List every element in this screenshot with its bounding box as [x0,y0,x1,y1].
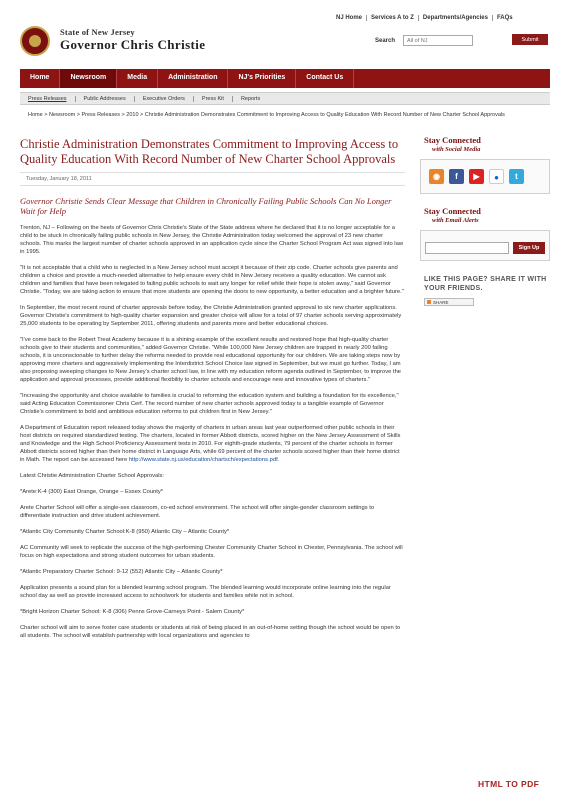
sub-nav [20,92,550,105]
article-subhead: Governor Christie Sends Clear Message that Children in Chronically Failing Public Schools Can No Longer Wait for Help [20,196,392,216]
share-heading: LIKE THIS PAGE? SHARE IT WITH YOUR FRIENDS. [424,276,547,292]
share-icon [427,300,431,304]
paragraph: Latest Christie Administration Charter School Approvals: [20,473,165,479]
governor-name[interactable]: Governor Chris Christie [60,37,206,52]
breadcrumb[interactable]: Home > Newsroom > Press Releases > 2010 > Christie Administration Demonstrates Commitment to Improving Access to Quality Education With Record Number of New Charter School Approvals [28,112,505,118]
facebook-icon[interactable]: f [449,169,464,184]
subnav-press-kit[interactable]: Press Kit [194,96,233,102]
util-link-faqs[interactable]: FAQs [492,15,517,21]
util-link-nj-home[interactable]: NJ Home [336,15,363,21]
paragraph-text: A Department of Education report released today shows the majority of charters in urban areas last year outperformed other public schools in their host districts on required standardized testing. The charters, located in former Abbott districts, scored higher on the New Jersey Assessment of Skills and Knowledge and the High School Proficiency Assessment tests in 2010. For eighth-grade students, 79 percent of the charter schools in former Abbott districts scored higher than their home district in Language Arts, while 69 percent of the charter schools scored higher than their home district in Math. The report can be accessed here [20,425,401,463]
article-date [20,172,405,186]
paragraph: AC Community will seek to replicate the success of the high-performing Chester Community Charter School in Chester, Pennsylvania. The school will focus on high expectations and strong student outcomes for urban students. [20,545,403,559]
stay-connected-social-title: Stay Connected [424,135,481,145]
subnav-executive-orders[interactable]: Executive Orders [135,96,194,102]
sidebar [420,135,550,306]
sign-up-button[interactable]: Sign Up [513,242,545,254]
email-box [420,230,550,261]
nj-seal-icon[interactable] [20,26,50,56]
search-submit-button[interactable]: Submit [512,34,548,45]
nav-priorities[interactable]: NJ's Priorities [228,69,296,88]
util-link-services[interactable]: Services A to Z [366,15,418,21]
share-button[interactable] [424,298,474,306]
subnav-reports[interactable]: Reports [240,95,261,102]
subnav-press-releases[interactable]: Press Releases [20,96,76,102]
paragraph: *Atlantic City Community Charter School:K-8 (950) Atlantic City – Atlantic County* [20,529,230,535]
date-text: Tuesday, January 18, 2011 [26,176,92,182]
paragraph-with-link [20,424,405,464]
paragraph: *Atlantic Preparatory Charter School: 9-12 (552) Atlantic City – Atlantic County* [20,569,223,575]
article-title: Christie Administration Demonstrates Commitment to Improving Access to Quality Education With Record Number of New Charter School Approvals [20,137,399,166]
report-link[interactable]: http://www.state.nj.us/education/chartsch/expectations.pdf. [128,457,280,463]
site-header [20,24,550,66]
paragraph: "I've come back to the Robert Treat Academy because it is a shining example of the excellent results and restored hope that high-quality charter schools give to their students and communities," added Governor Christie. "While 100,000 New Jersey children are trapped in nearly 200 failing schools, it is unconscionable to further delay the reforms needed to provide real educational opportunity for our children. We are taking steps now by approving more charters and aggressively implementing the Interdistrict School Choice law signed in September, but we must go further. Today, I am also proposing sweeping changes to New Jersey's charter school law, in line with my education reform agenda outlined in September, to improve the application and approval processes, provide additional flexibility to charter schools and encourage new and innovative types of charters." [20,337,402,383]
search-label: Search [375,38,396,44]
nav-administration[interactable]: Administration [158,69,228,88]
paragraph: In September, the most recent round of charter approvals before today, the Christie Administration granted approval to six new charter applications. Governor Christie's commitment to high-quality charter expansion and greater choice will allow for a total of 97 charter schools serving approximately 25,000 students to be operating by September 2011, offering students and parents more and better educational choices. [20,305,402,327]
social-icons [425,166,545,187]
stay-connected-email-title: Stay Connected [424,206,481,216]
paragraph: Trenton, NJ – Following on the heels of Governor Chris Christie's State of the State address where he declared that it is no longer acceptable for a child to be stuck in chronically failing public schools in New Jersey, the Christie Administration today welcomed the approval of 23 new charter schools. This marks the largest number of charter schools approved in an application cycle since the Charter School Program Act was signed into law in 1995. [20,225,403,255]
subnav-public-addresses[interactable]: Public Addresses [76,96,135,102]
util-link-departments[interactable]: Departments/Agencies [418,15,492,21]
stay-connected-email-sub: with Email Alerts [432,217,479,224]
utility-nav [332,15,517,21]
paragraph: Application presents a sound plan for a blended learning school program. The blended learning would incorporate online learning into the regular school day as well as provide increased access to schoolwork for students and families while not in school. [20,585,391,599]
search-input[interactable] [403,35,473,46]
email-row [425,242,545,254]
youtube-icon[interactable]: ▶ [469,169,484,184]
main-nav [20,69,550,88]
twitter-icon[interactable]: t [509,169,524,184]
nav-media[interactable]: Media [117,69,158,88]
paragraph: "It is not acceptable that a child who is neglected in a New Jersey school must accept it because of their zip code. Charter schools give parents and children a choice and provide a much-needed alternative to help ensure every child in New Jersey receives a quality education. We cannot ask children and families that have been relegated to failing public schools to wait any longer for relief while their hope is stolen away," said Governor Christie. "Today, we are taking action to ensure that more students are opening the doors to new opportunity, a better education and a brighter future." [20,265,404,295]
share-label: SHARE [433,299,449,305]
nav-home[interactable]: Home [20,69,60,88]
nav-newsroom[interactable]: Newsroom [60,69,117,88]
social-box [420,159,550,194]
paragraph: *Bright Horizon Charter School: K-8 (306) Penns Grove-Carneys Point - Salem County* [20,609,245,615]
nav-contact[interactable]: Contact Us [296,69,354,88]
rss-icon[interactable]: ◉ [429,169,444,184]
email-field[interactable] [425,242,509,254]
paragraph: "Increasing the opportunity and choice available to families is crucial to reforming the education system and building a foundation for its excellence," said Acting Education Commissioner Chris Cerf. The record number of new charter schools approved today is a tangible example of Governor Christie's commitment to bold and ambitious education reforms to put children first in New Jersey." [20,393,399,415]
html-to-pdf-badge: HTML TO PDF [478,779,540,789]
paragraph: *Arete:K-4 (300) East Orange, Orange – Essex County* [20,489,164,495]
paragraph: Charter school will aim to serve foster care students or students at risk of being placed in an out-of-home setting though the school would be open to all students. The school will establish partnership with local organizations and agencies to [20,625,401,639]
stay-connected-social-sub: with Social Media [432,146,481,153]
flickr-icon[interactable]: ● [489,169,504,184]
paragraph: Arete Charter School will offer a single-sex classroom, co-ed school environment. The school will offer single-gender classroom settings to differentiate instruction and drive student achievement. [20,505,375,519]
article-body [20,224,405,640]
state-name: State of New Jersey [60,27,135,37]
article [20,137,405,640]
